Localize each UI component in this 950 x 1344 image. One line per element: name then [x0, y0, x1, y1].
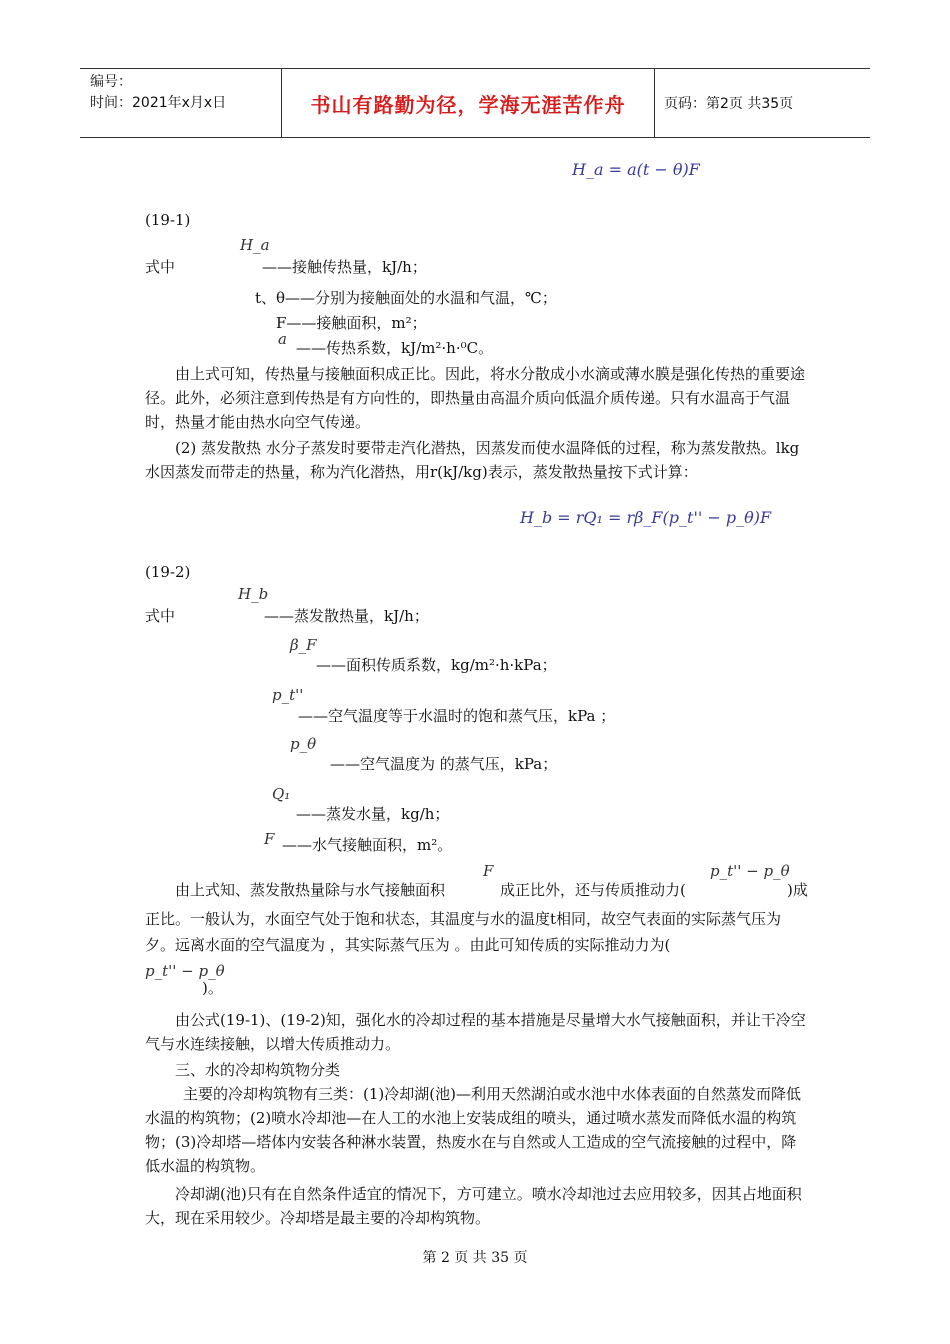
- serial-label: 编号：: [90, 74, 132, 90]
- symbol-pt: p_t'': [272, 686, 304, 704]
- para3-part-b: 成正比外，还与传质推动力(: [500, 881, 686, 899]
- para3-part-c: )成: [787, 881, 808, 899]
- where-label-2: 式中: [145, 607, 176, 625]
- paragraph-cooling-tower: 冷却湖(池)只有在自然条件适宜的情况下，方可建立。喷水冷却池过去应用较多，因其占地面积大，现在采用较少。冷却塔是最主要的冷却构筑物。: [145, 1185, 802, 1227]
- para3-part-e: )。: [202, 979, 223, 997]
- def-Ha: ——接触传热量，kJ/h；: [262, 258, 427, 276]
- where-label-1: 式中: [145, 258, 176, 276]
- symbol-Hb: H_b: [238, 585, 269, 603]
- para3-part-a: 由上式知、蒸发散热量除与水气接触面积: [175, 881, 446, 899]
- formula-number-19-2: (19-2): [145, 563, 191, 581]
- paragraph-evaporation: (2) 蒸发散热 水分子蒸发时要带走汽化潜热，因蒸发而使水温降低的过程，称为蒸发散热。lkg水因蒸发而带走的热量，称为汽化潜热，用r(kJ/kg)表示，蒸发散热量按下式计算：: [145, 439, 800, 481]
- def-beta: ——面积传质系数，kg/m²·h·kPa；: [316, 656, 557, 674]
- symbol-beta: β_F: [290, 636, 317, 654]
- symbol-Q1: Q₁: [272, 785, 291, 803]
- def-pt: ——空气温度等于水温时的饱和蒸气压，kPa ；: [298, 707, 616, 725]
- para3-part-d: 正比。一般认为，水面空气处于饱和状态，其温度与水的温度t相同，故空气表面的实际蒸气压为夕。远离水面的空气温度为 ，其实际蒸气压为 。由此可知传质的实际推动力为(: [145, 910, 782, 954]
- def-ptheta: ——空气温度为 的蒸气压，kPa；: [330, 755, 558, 773]
- def-F-1: F——接触面积，m²；: [276, 314, 427, 332]
- header-meta: [80, 69, 282, 137]
- header-table: [80, 68, 870, 138]
- date-label: 时间：2021年x月x日: [90, 95, 227, 111]
- def-a: ——传热系数，kJ/m²·h·⁰C。: [296, 339, 494, 357]
- formula-19-1: H_a = a(t − θ)F: [572, 160, 700, 179]
- formula-19-2: H_b = rQ₁ = rβ_F(p_t'' − p_θ)F: [520, 508, 772, 527]
- page-info: 页码：第2页 共35页: [664, 96, 794, 112]
- formula-number-19-1: (19-1): [145, 211, 191, 229]
- def-Hb: ——蒸发散热量，kJ/h；: [264, 607, 429, 625]
- paragraph-structure-types: 主要的冷却构筑物有三类：(1)冷却湖(池)—利用天然湖泊或水池中水体表面的自然蒸发而降低水温的构筑物；(2)喷水冷却池—在人工的水池上安装成组的喷头，通过喷水蒸发而降低水温的构筑物；(3)冷却塔—塔体内安装各种淋水装置，热废水在与自然或人工造成的空气流接触的过程中，降低水温的构筑物。: [145, 1085, 801, 1175]
- paragraph-strengthen: 由公式(19-1)、(19-2)知，强化水的冷却过程的基本措施是尽量增大水气接触面积，并让干冷空气与水连续接触，以增大传质推动力。: [145, 1011, 806, 1053]
- para3-symbol-p-2: p_t'' − p_θ: [145, 962, 225, 980]
- symbol-F: F: [264, 830, 275, 848]
- def-F-2: ——水气接触面积，m²。: [282, 836, 453, 854]
- paragraph-heat-transfer: 由上式可知，传热量与接触面积成正比。因此，将水分散成小水滴或薄水膜是强化传热的重要途径。此外，必须注意到传热是有方向性的，即热量由高温介质向低温介质传递。只有水温高于气温时，热量才能由热水向空气传递。: [145, 365, 806, 431]
- symbol-a: a: [278, 330, 287, 348]
- para3-symbol-F: F: [483, 862, 494, 880]
- symbol-ptheta: p_θ: [290, 735, 317, 753]
- para3-symbol-p: p_t'' − p_θ: [710, 862, 790, 880]
- def-Q1: ——蒸发水量，kg/h；: [296, 805, 450, 823]
- motto: 书山有路勤为径，学海无涯苦作舟: [282, 69, 655, 137]
- page-footer: 第 2 页 共 35 页: [422, 1250, 528, 1266]
- def-t-theta: t、θ——分别为接触面处的水温和气温，℃；: [255, 289, 557, 307]
- section-heading-3: 三、水的冷却构筑物分类: [175, 1061, 341, 1079]
- symbol-Ha: H_a: [240, 236, 270, 254]
